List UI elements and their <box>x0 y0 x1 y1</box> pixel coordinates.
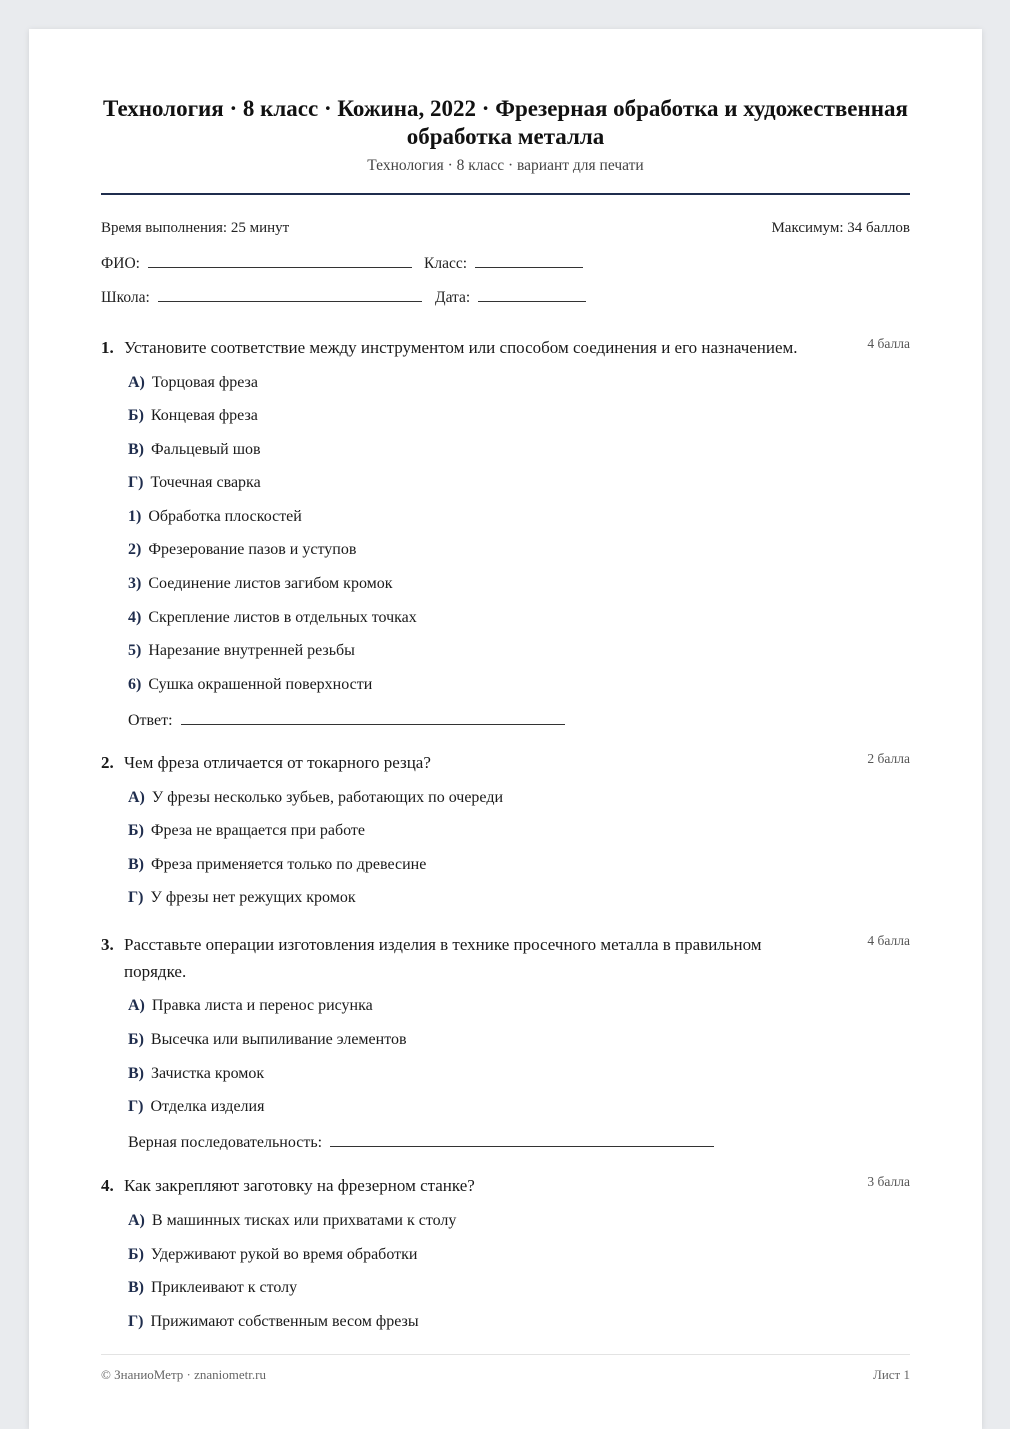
option-letter: Г) <box>128 474 144 491</box>
question-header <box>101 749 910 776</box>
option-g[interactable] <box>128 889 356 907</box>
option-text: Удерживают рукой во время обработки <box>150 1246 418 1263</box>
option-text: У фрезы нет режущих кромок <box>150 889 356 906</box>
option-b[interactable] <box>128 822 365 840</box>
question-1 <box>101 334 910 729</box>
answer-label: Верная последовательность: <box>128 1134 323 1151</box>
option-text: Скрепление листов в отдельных точках <box>148 609 417 626</box>
date-field <box>435 287 586 307</box>
option-letter: 5) <box>128 642 142 659</box>
option-text: Приклеивают к столу <box>151 1279 298 1296</box>
header-divider <box>101 193 910 195</box>
option-letter: Б) <box>128 1246 144 1263</box>
max-score: Максимум: 34 баллов <box>771 220 910 236</box>
question-text: Чем фреза отличается от токарного резца? <box>124 753 431 772</box>
page-subtitle: Технология · 8 класс · вариант для печати <box>367 157 644 174</box>
answer-input-line[interactable] <box>330 1132 714 1147</box>
option-6[interactable] <box>128 676 372 694</box>
question-points: 2 балла <box>867 751 910 766</box>
option-text: Точечная сварка <box>150 474 261 491</box>
option-text: Фреза не вращается при работе <box>150 822 366 839</box>
fio-field <box>101 253 412 273</box>
option-letter: Б) <box>128 1031 144 1048</box>
option-text: Отделка изделия <box>150 1098 265 1115</box>
question-points: 4 балла <box>867 933 910 948</box>
fio-label: ФИО: <box>101 255 140 272</box>
option-text: Фальцевый шов <box>151 441 261 458</box>
question-header <box>101 931 910 985</box>
option-v[interactable] <box>128 1065 264 1083</box>
question-3 <box>101 931 910 1151</box>
question-text: Расставьте операции изготовления изделия в технике просечного металла в правильном порядке. <box>124 935 762 981</box>
footer-sheet-number: Лист 1 <box>873 1367 910 1382</box>
page-title: Технология · 8 класс · Кожина, 2022 · Фрезерная обработка и художественная обработка металла <box>103 96 908 149</box>
question-number: 4. <box>101 1176 114 1195</box>
school-field <box>101 287 422 307</box>
option-v[interactable] <box>128 1279 297 1297</box>
option-5[interactable] <box>128 642 355 660</box>
question-number: 3. <box>101 935 114 954</box>
question-2 <box>101 749 910 906</box>
option-letter: А) <box>128 1212 145 1229</box>
fio-input-line[interactable] <box>148 253 412 268</box>
option-letter: Б) <box>128 822 144 839</box>
question-number: 2. <box>101 753 114 772</box>
option-a[interactable] <box>128 1212 456 1230</box>
option-letter: А) <box>128 789 145 806</box>
option-text: Торцовая фреза <box>151 374 258 391</box>
answer-input-line[interactable] <box>181 710 565 725</box>
date-label: Дата: <box>435 289 471 306</box>
option-a[interactable] <box>128 374 258 392</box>
worksheet-page <box>29 29 982 1429</box>
option-a[interactable] <box>128 997 373 1015</box>
option-text: Правка листа и перенос рисунка <box>151 997 373 1014</box>
option-2[interactable] <box>128 541 356 559</box>
option-a[interactable] <box>128 789 503 807</box>
option-text: Прижимают собственным весом фрезы <box>150 1313 419 1330</box>
option-text: Обработка плоскостей <box>148 508 302 525</box>
question-text: Установите соответствие между инструментом или способом соединения и его назначением. <box>124 338 798 357</box>
class-input-line[interactable] <box>475 253 583 268</box>
class-label: Класс: <box>424 255 468 272</box>
question-number: 1. <box>101 338 114 357</box>
option-letter: 4) <box>128 609 142 626</box>
option-letter: В) <box>128 1065 144 1082</box>
option-text: Фрезерование пазов и уступов <box>148 541 357 558</box>
option-b[interactable] <box>128 1246 417 1264</box>
option-text: Нарезание внутренней резьбы <box>148 642 355 659</box>
option-b[interactable] <box>128 407 258 425</box>
option-4[interactable] <box>128 609 417 627</box>
answer-label: Ответ: <box>128 712 173 729</box>
option-g[interactable] <box>128 474 261 492</box>
option-v[interactable] <box>128 441 261 459</box>
option-letter: 6) <box>128 676 142 693</box>
option-letter: А) <box>128 997 145 1014</box>
option-v[interactable] <box>128 856 426 874</box>
question-text: Как закрепляют заготовку на фрезерном станке? <box>124 1176 475 1195</box>
option-letter: В) <box>128 856 144 873</box>
option-letter: Г) <box>128 889 144 906</box>
option-letter: 2) <box>128 541 142 558</box>
option-text: В машинных тисках или прихватами к столу <box>151 1212 457 1229</box>
time-limit: Время выполнения: 25 минут <box>101 220 290 236</box>
option-letter: А) <box>128 374 145 391</box>
option-g[interactable] <box>128 1098 264 1116</box>
option-letter: Г) <box>128 1313 144 1330</box>
option-letter: Б) <box>128 407 144 424</box>
option-letter: 3) <box>128 575 142 592</box>
school-input-line[interactable] <box>158 287 422 302</box>
option-b[interactable] <box>128 1031 407 1049</box>
option-letter: В) <box>128 1279 144 1296</box>
option-3[interactable] <box>128 575 393 593</box>
option-text: Высечка или выпиливание элементов <box>150 1031 407 1048</box>
option-text: У фрезы несколько зубьев, работающих по очереди <box>151 789 504 806</box>
option-letter: В) <box>128 441 144 458</box>
question-header <box>101 1172 910 1199</box>
school-label: Школа: <box>101 289 150 306</box>
footer-copyright[interactable]: © ЗнаниоМетр · znaniometr.ru <box>101 1367 266 1382</box>
question-header <box>101 334 910 361</box>
option-letter: 1) <box>128 508 142 525</box>
option-text: Фреза применяется только по древесине <box>151 856 427 873</box>
class-field <box>424 253 583 273</box>
sequence-answer-field <box>128 1132 714 1152</box>
answer-field <box>128 710 565 730</box>
question-4 <box>101 1172 910 1330</box>
option-g[interactable] <box>128 1313 419 1331</box>
option-text: Зачистка кромок <box>151 1065 265 1082</box>
option-1[interactable] <box>128 508 302 526</box>
date-input-line[interactable] <box>478 287 586 302</box>
option-text: Концевая фреза <box>150 407 258 424</box>
question-points: 3 балла <box>867 1174 910 1189</box>
question-points: 4 балла <box>867 336 910 351</box>
option-text: Соединение листов загибом кромок <box>148 575 393 592</box>
option-text: Сушка окрашенной поверхности <box>148 676 373 693</box>
option-letter: Г) <box>128 1098 144 1115</box>
footer-divider <box>101 1354 910 1355</box>
